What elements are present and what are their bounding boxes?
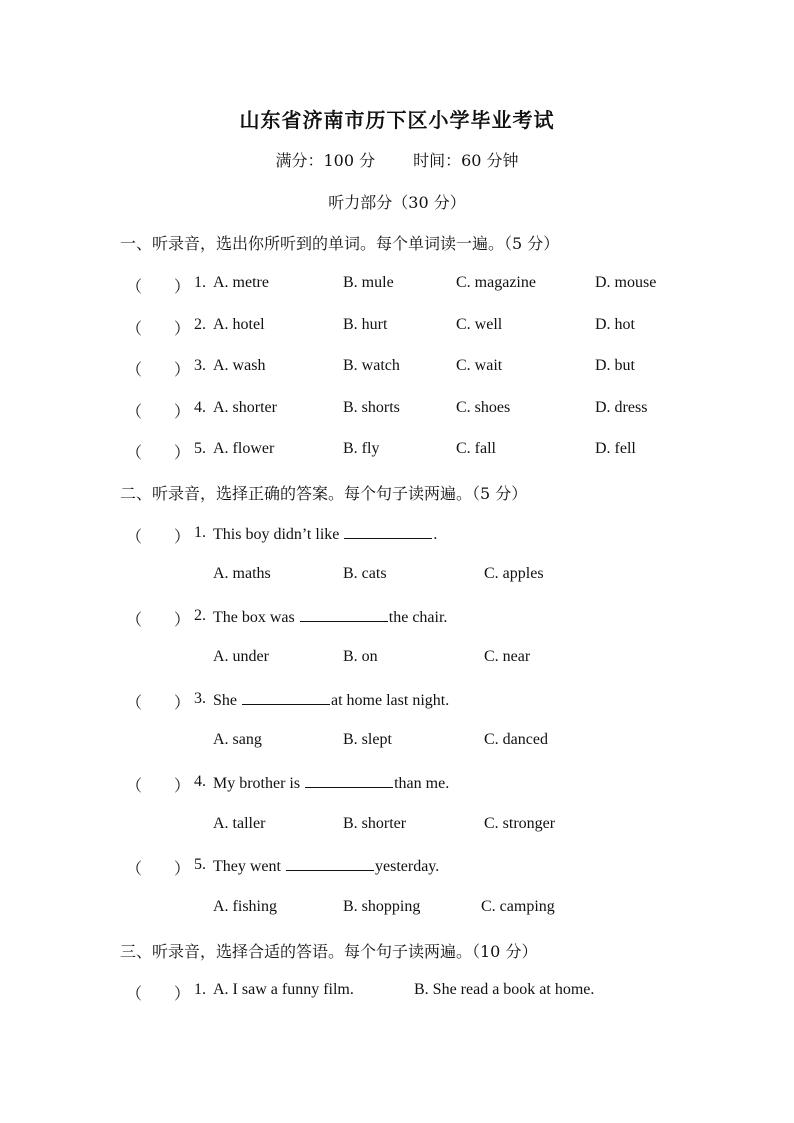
option-b: B. slept [343, 731, 392, 748]
option-b: B. cats [343, 565, 387, 582]
answer-paren-close: ） [174, 404, 191, 421]
answer-paren-close: ） [174, 778, 191, 795]
stem-text-after: the chair. [388, 609, 448, 626]
answer-paren-open: （ [126, 778, 143, 795]
option-c: C. magazine [456, 274, 536, 291]
section-3-heading: 三、听录音，选择合适的答语。每个句子读两遍。（10 分） [120, 942, 538, 961]
option-d: D. dress [595, 399, 648, 416]
s2-options-1 [0, 565, 794, 587]
listening-part-heading: 听力部分（30 分） [328, 193, 466, 212]
stem-text-after: yesterday. [374, 858, 440, 875]
answer-paren-close: ） [174, 445, 191, 462]
option-a: A. hotel [213, 316, 265, 333]
s1-question-4 [0, 399, 794, 421]
question-stem [213, 856, 439, 876]
s2-question-3 [0, 690, 794, 712]
answer-paren-close: ） [174, 362, 191, 379]
stem-text-before: She [213, 692, 237, 709]
question-number: 4. [194, 773, 206, 790]
option-c: C. shoes [456, 399, 511, 416]
answer-paren-open: （ [126, 445, 143, 462]
stem-text-after: at home last night. [331, 692, 450, 709]
stem-text-before: They went [213, 858, 281, 875]
answer-blank[interactable] [344, 524, 432, 539]
full-score: 满分：100 分 [275, 151, 376, 170]
answer-paren-open: （ [126, 529, 143, 546]
s2-question-1 [0, 524, 794, 546]
option-d: D. fell [595, 440, 636, 457]
answer-paren-close: ） [174, 695, 191, 712]
question-number: 2. [194, 316, 206, 333]
option-a: A. taller [213, 815, 266, 832]
s2-question-5 [0, 856, 794, 878]
option-b: B. shorter [343, 815, 407, 832]
question-number: 3. [194, 690, 206, 707]
answer-paren-open: （ [126, 404, 143, 421]
answer-paren-close: ） [174, 861, 191, 878]
option-b: B. watch [343, 357, 400, 374]
option-a: A. flower [213, 440, 275, 457]
answer-paren-close: ） [174, 612, 191, 629]
answer-paren-close: ） [174, 321, 191, 338]
option-a: A. shorter [213, 399, 277, 416]
answer-paren-open: （ [126, 612, 143, 629]
option-b: B. shorts [343, 399, 400, 416]
exam-time: 时间：60 分钟 [413, 151, 519, 170]
option-c: C. apples [484, 565, 544, 582]
answer-blank[interactable] [305, 773, 393, 788]
s2-options-2 [0, 648, 794, 670]
answer-blank[interactable] [242, 690, 330, 705]
option-b: B. shopping [343, 898, 421, 915]
question-stem [213, 524, 437, 544]
s1-question-2 [0, 316, 794, 338]
option-c: C. well [456, 316, 503, 333]
question-number: 5. [194, 440, 206, 457]
stem-text-after: . [433, 526, 438, 543]
s1-question-5 [0, 440, 794, 462]
option-d: D. hot [595, 316, 635, 333]
s3-question-1 [0, 981, 794, 1003]
answer-paren-close: ） [174, 279, 191, 296]
option-b: B. She read a book at home. [414, 981, 595, 998]
question-stem [213, 773, 449, 793]
option-a: A. metre [213, 274, 269, 291]
answer-blank[interactable] [300, 607, 388, 622]
s1-question-3 [0, 357, 794, 379]
option-d: D. but [595, 357, 635, 374]
question-number: 1. [194, 274, 206, 291]
answer-blank[interactable] [286, 856, 374, 871]
question-number: 3. [194, 357, 206, 374]
question-number: 5. [194, 856, 206, 873]
s2-options-3 [0, 731, 794, 753]
stem-text-before: The box was [213, 609, 295, 626]
answer-paren-open: （ [126, 321, 143, 338]
question-number: 2. [194, 607, 206, 624]
s2-options-5 [0, 898, 794, 920]
option-a: A. fishing [213, 898, 277, 915]
answer-paren-open: （ [126, 861, 143, 878]
s1-question-1 [0, 274, 794, 296]
option-b: B. on [343, 648, 378, 665]
stem-text-before: This boy didn’t like [213, 526, 340, 543]
section-1-heading: 一、听录音，选出你所听到的单词。每个单词读一遍。（5 分） [120, 234, 560, 253]
option-c: C. fall [456, 440, 496, 457]
question-stem [213, 607, 447, 627]
answer-paren-close: ） [174, 986, 191, 1003]
exam-meta [0, 148, 794, 171]
answer-paren-open: （ [126, 279, 143, 296]
section-2-heading: 二、听录音，选择正确的答案。每个句子读两遍。（5 分） [120, 484, 528, 503]
option-a: A. wash [213, 357, 266, 374]
s2-options-4 [0, 815, 794, 837]
option-c: C. stronger [484, 815, 556, 832]
option-c: C. wait [456, 357, 503, 374]
stem-text-after: than me. [394, 775, 450, 792]
answer-paren-open: （ [126, 362, 143, 379]
question-number: 4. [194, 399, 206, 416]
question-stem [213, 690, 449, 710]
option-c: C. danced [484, 731, 548, 748]
option-d: D. mouse [595, 274, 657, 291]
answer-paren-open: （ [126, 695, 143, 712]
option-a: A. sang [213, 731, 262, 748]
s2-question-4 [0, 773, 794, 795]
option-a: A. maths [213, 565, 271, 582]
answer-paren-close: ） [174, 529, 191, 546]
option-a: A. under [213, 648, 269, 665]
page-title: 山东省济南市历下区小学毕业考试 [239, 108, 555, 132]
question-number: 1. [194, 524, 206, 541]
option-a: A. I saw a funny film. [213, 981, 354, 998]
question-number: 1. [194, 981, 206, 998]
option-b: B. mule [343, 274, 394, 291]
s2-question-2 [0, 607, 794, 629]
option-b: B. hurt [343, 316, 388, 333]
answer-paren-open: （ [126, 986, 143, 1003]
stem-text-before: My brother is [213, 775, 301, 792]
option-c: C. camping [481, 898, 555, 915]
option-b: B. fly [343, 440, 380, 457]
option-c: C. near [484, 648, 531, 665]
